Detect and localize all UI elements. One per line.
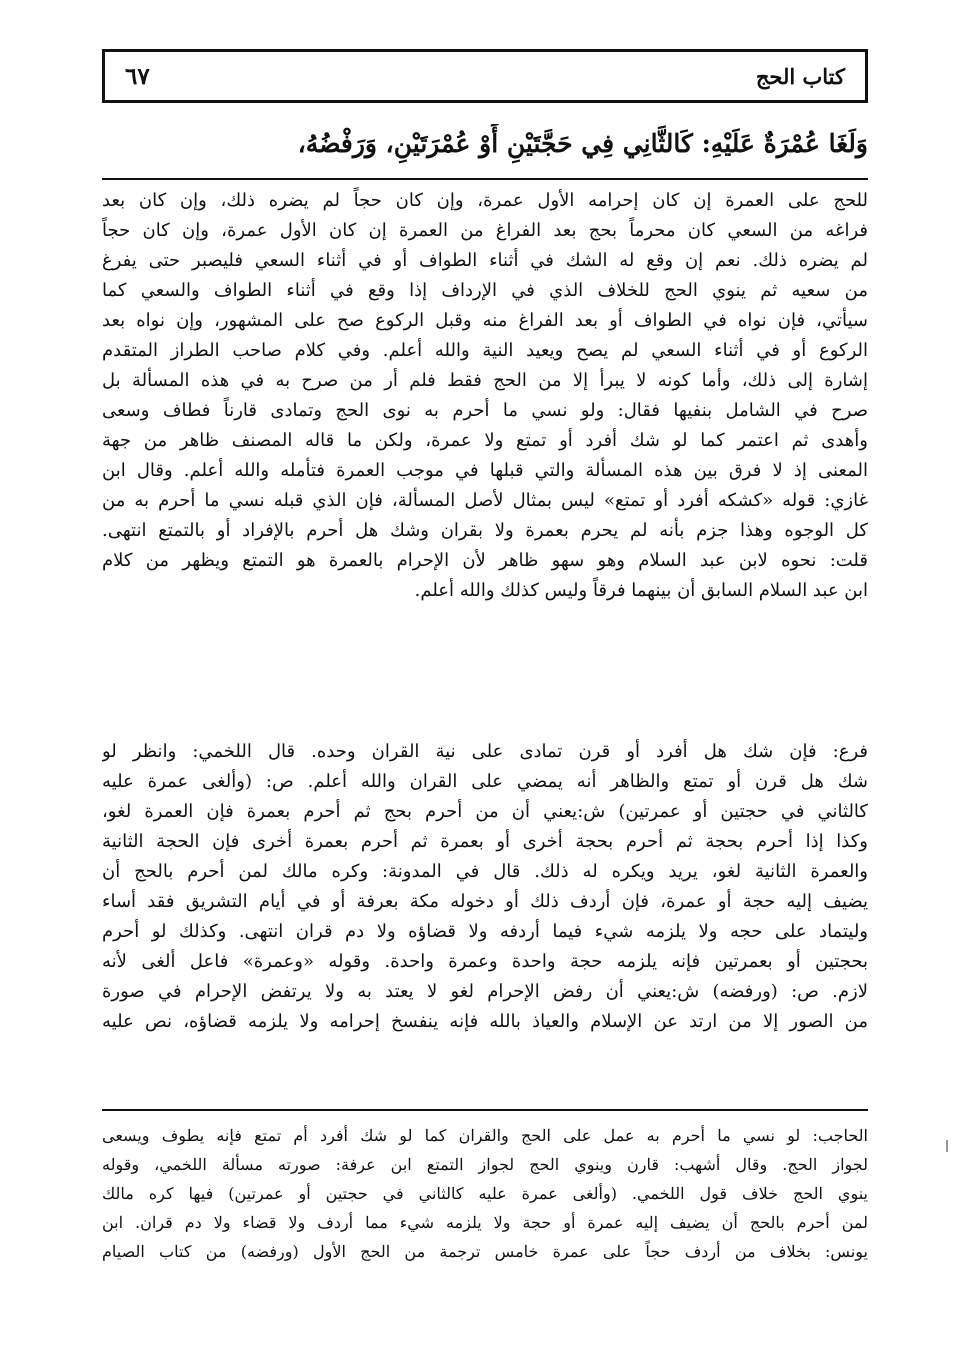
- footnote-line: ينوي الحج خلاف قول اللخمي. (وألغى عمرة عليه كالثاني في حجتين أو عمرتين) فيها كره مالك: [102, 1184, 868, 1203]
- footnote-line: الحاجب: لو نسي ما أحرم به عمل على الحج والقران كما لو شك أفرد أم تمتع فإنه يطوف ويسعى: [102, 1126, 868, 1145]
- text-line: كل الوجوه وهذا جزم بأنه لم يحرم بعمرة ولا بقران وشك هل أحرم بالإفراد أو بالتمتع انتهى.: [102, 520, 868, 541]
- commentary-block-1: [102, 186, 868, 606]
- text-line: وأهدى ثم اعتمر كما لو شك أفرد أو تمتع ولا عمرة، ولكن ما قاله المصنف ظاهر من جهة: [102, 430, 868, 451]
- text-line: ابن عبد السلام السابق أن بينهما فرقاً وليس كذلك والله أعلم.: [414, 580, 868, 601]
- text-line: صرح في الشامل بنفيها فقال: ولو نسي ما أحرم به نوى الحج وتمادى قارناً فطاف وسعى: [102, 400, 868, 421]
- text-line: كالثاني في حجتين أو عمرتين) ش:يعني أن من أحرم بحج ثم أحرم بعمرة فإن العمرة لغو،: [102, 801, 868, 822]
- text-line: يضيف إليه حجة أو عمرة، فإن أردف ذلك أو دخوله مكة بعرفة أو في أيام التشريق فقد أساء: [102, 891, 868, 912]
- text-line: المعنى إذ لا فرق بين هذه المسألة والتي قبلها في موجب العمرة فتأمله والله أعلم. وقال ابن: [102, 460, 868, 481]
- matn-text: وَلَغَا عُمْرَةٌ عَلَيْهِ: كَالثَّانِي فِي حَجَّتَيْنِ أَوْ عُمْرَتَيْنِ، وَرَفْضُهُ،: [297, 129, 868, 158]
- footnotes: [102, 1121, 868, 1266]
- footnote-line: يونس: بخلاف من أردف حجاً على عمرة خامس ترجمة من الحج الأول (ورفضه) من كتاب الصيام: [102, 1242, 868, 1261]
- text-line: وليتماد على حجه ولا يلزمه شيء فيما أردفه ولا قضاؤه ولا دم قران انتهى. وكذلك لو أحرم: [102, 921, 868, 942]
- running-header: [102, 49, 868, 103]
- text-line: بحجتين أو بعمرتين فإنه يلزمه حجة واحدة وعمرة واحدة. وقوله «وعمرة» فاعل ألغى لأنه: [102, 951, 868, 972]
- chapter-title: كتاب الحج: [755, 63, 845, 89]
- text-line: من الصور إلا من ارتد عن الإسلام والعياذ بالله فإنه ينفسخ إحرامه ولا يلزمه قضاؤه، نص عليه: [102, 1011, 868, 1032]
- footnote-line: لمن أحرم بالحج أن يضيف إليه عمرة أو حجة ولا يلزمه شيء مما أردف ولا قضاء ولا دم قران. ابن: [102, 1213, 868, 1232]
- matn-divider: [102, 178, 868, 180]
- text-line: غازي: قوله «كشكه أفرد أو تمتع» ليس بمثال لأصل المسألة، فإن الذي قبله نسي ما أحرم به من: [102, 490, 868, 511]
- page-number: ٦٧: [125, 62, 150, 90]
- text-line: لازم. ص: (ورفضه) ش:يعني أن رفض الإحرام لغو لا يعتد به ولا يرتفض الإحرام في صورة: [102, 981, 868, 1002]
- text-line: شك هل قرن أو تمتع والظاهر أنه يمضي على القران والله أعلم. ص: (وألغى عمرة عليه: [102, 771, 868, 792]
- text-line: من سعيه ثم ينوي الحج للخلاف الذي في الإرداف إذا وقع في أثناء الطواف والسعي كما: [102, 280, 868, 301]
- text-line: للحج على العمرة إن كان إحرامه الأول عمرة، وإن كان حجاً لم يضره ذلك، وإن كان بعد: [102, 190, 868, 211]
- commentary-block-2: [102, 737, 868, 1037]
- text-line: والعمرة الثانية لغو، يريد ويكره له ذلك. قال في المدونة: وكره مالك لمن أحرم بالحج أن: [102, 861, 868, 882]
- margin-mark: [946, 1140, 948, 1152]
- text-line: وكذا إذا أحرم بحجة ثم أحرم بحجة أخرى أو بعمرة ثم أحرم بعمرة أخرى فإن الحجة الثانية: [102, 831, 868, 852]
- footnote-line: لجواز الحج. وقال أشهب: قارن وينوي الحج لجواز التمتع ابن عرفة: صورته مسألة اللخمي، وقوله: [102, 1155, 868, 1174]
- text-line: فرع: فإن شك هل أفرد أو قرن تمادى على نية القران وحده. قال اللخمي: وانظر لو: [102, 741, 868, 762]
- text-line: سيأتي، فإن نواه في الطواف أو بعد الفراغ منه وقبل الركوع صح على المشهور، وإن نواه بعد: [102, 310, 868, 331]
- text-line: فراغه من السعي كان محرماً بحج بعد الفراغ من العمرة إن كان الأول عمرة، وإن كان حجاً: [102, 220, 868, 241]
- text-line: لم يضره ذلك. نعم إن وقع له الشك في أثناء الطواف أو في أثناء السعي فليصبر حتى يفرغ: [102, 250, 868, 271]
- text-line: الركوع أو في أثناء السعي لم يصح ويعيد النية والله أعلم. وفي كلام صاحب الطراز المتقدم: [102, 340, 868, 361]
- text-line: إشارة إلى ذلك، وأما كونه لا يبرأ إلا من الحج فقط فلم أر من صرح به في هذه المسألة بل: [102, 370, 868, 391]
- text-line: قلت: نحوه لابن عبد السلام وهو سهو ظاهر لأن الإحرام بالعمرة هو التمتع ويظهر من كلام: [102, 550, 868, 571]
- footnote-divider: [102, 1109, 868, 1111]
